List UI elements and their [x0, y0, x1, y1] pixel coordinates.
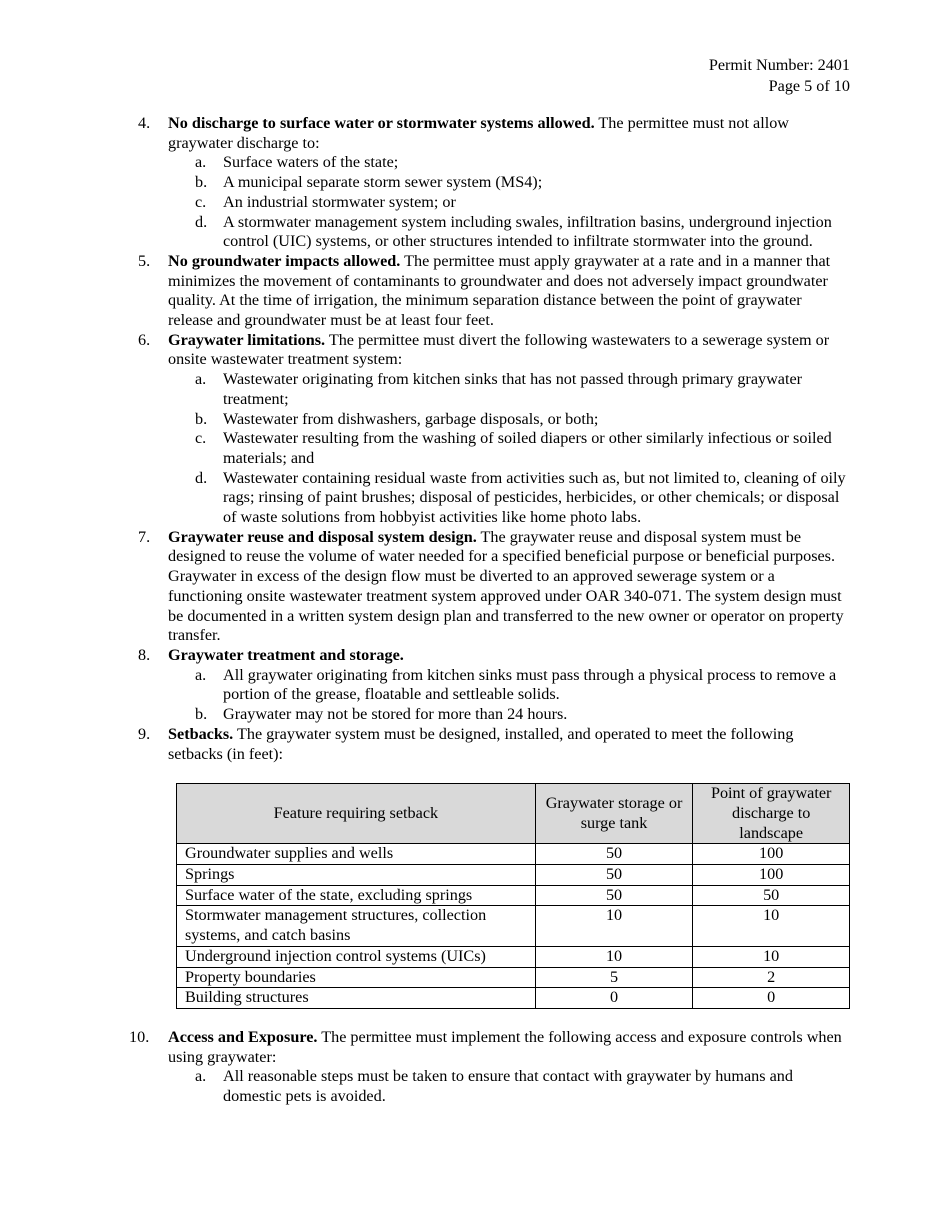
- list-item: [138, 725, 850, 764]
- item-number: 5.: [138, 251, 151, 270]
- list-item: [138, 331, 850, 528]
- sub-text: A stormwater management system including swales, infiltration basins, underground injection control (UIC) systems, or other structures intended to infiltrate stormwater into the ground.: [223, 212, 832, 251]
- table-row: [177, 967, 850, 988]
- sub-letter: c.: [195, 429, 207, 448]
- permit-number: Permit Number: 2401: [708, 56, 850, 74]
- setback-table-wrapper: [176, 783, 850, 1009]
- table-cell: 10: [535, 906, 693, 946]
- sub-text: All graywater originating from kitchen sinks must pass through a physical process to remove a portion of the grease, floatable and settleable solids.: [223, 665, 837, 704]
- table-row: [177, 988, 850, 1009]
- table-cell: 10: [693, 946, 850, 967]
- item-title: Graywater treatment and storage.: [168, 645, 404, 664]
- document-body: [129, 114, 850, 1107]
- table-cell: Springs: [177, 865, 536, 886]
- table-row: [177, 885, 850, 906]
- sub-letter: c.: [195, 192, 207, 211]
- table-cell: Groundwater supplies and wells: [177, 844, 536, 865]
- sub-letter: d.: [195, 468, 208, 487]
- item-title: Graywater limitations.: [168, 330, 326, 349]
- table-row: [177, 844, 850, 865]
- sub-item: [138, 213, 850, 252]
- table-row: [177, 946, 850, 967]
- sub-text: A municipal separate storm sewer system (MS4);: [223, 173, 543, 192]
- sub-letter: b.: [195, 173, 208, 192]
- table-row: [177, 906, 850, 946]
- column-header: Graywater storage or surge tank: [535, 784, 693, 844]
- table-cell: 50: [535, 844, 693, 865]
- sub-letter: a.: [195, 370, 207, 389]
- item-title: No groundwater impacts allowed.: [168, 251, 401, 270]
- sub-item: [138, 410, 850, 430]
- sub-item: [138, 469, 850, 528]
- table-cell: 10: [693, 906, 850, 946]
- item-number: 4.: [138, 114, 151, 132]
- sub-text: An industrial stormwater system; or: [223, 192, 456, 211]
- sub-text: All reasonable steps must be taken to ensure that contact with graywater by humans and domestic pets is avoided.: [223, 1067, 793, 1106]
- sub-item: [138, 429, 850, 468]
- column-header: Point of graywater discharge to landscape: [693, 784, 850, 844]
- table-cell: 0: [693, 988, 850, 1009]
- table-cell: 5: [535, 967, 693, 988]
- page-number: Page 5 of 10: [768, 77, 850, 95]
- table-cell: 0: [535, 988, 693, 1009]
- table-cell: 50: [693, 885, 850, 906]
- table-cell: Property boundaries: [177, 967, 536, 988]
- sub-letter: b.: [195, 705, 208, 724]
- item-number: 6.: [138, 330, 151, 349]
- sub-item: [138, 705, 850, 725]
- list-item: [138, 252, 850, 331]
- table-row: [177, 865, 850, 886]
- table-cell: 50: [535, 885, 693, 906]
- item-title: Access and Exposure.: [168, 1027, 318, 1046]
- sub-text: Wastewater containing residual waste from activities such as, but not limited to, cleaning of oily rags; rinsing of paint brushes; disposal of pesticides, herbicides, or other chemicals; or disposal of waste solutions from hobbyist activities like home photo labs.: [223, 468, 846, 527]
- sub-letter: b.: [195, 409, 208, 428]
- list-item: [138, 528, 850, 646]
- table-cell: Underground injection control systems (UICs): [177, 946, 536, 967]
- sub-text: Graywater may not be stored for more than 24 hours.: [223, 705, 568, 724]
- table-header-row: [177, 784, 850, 844]
- table-cell: 2: [693, 967, 850, 988]
- table-cell: 100: [693, 844, 850, 865]
- item-title: Setbacks.: [168, 724, 234, 743]
- sub-letter: a.: [195, 665, 207, 684]
- item-text: The graywater reuse and disposal system must be designed to reuse the volume of water needed for a specified beneficial purpose or beneficial purposes. Graywater in excess of the design flow must be diverted to an approved sewerage system or a functioning onsite wastewater treatment system approved under OAR 340-071. The system design must be documented in a written system design plan and transferred to the new owner or operator on property transfer.: [168, 527, 844, 645]
- table-cell: 10: [535, 946, 693, 967]
- setback-table: [176, 783, 850, 1009]
- table-cell: Building structures: [177, 988, 536, 1009]
- table-cell: 50: [535, 865, 693, 886]
- item-text: The permittee must not allow graywater discharge to:: [168, 114, 790, 152]
- sub-item: [138, 370, 850, 409]
- item-number: 8.: [138, 645, 151, 664]
- sub-item: [138, 153, 850, 173]
- item-title: Graywater reuse and disposal system design.: [168, 527, 477, 546]
- table-cell: 100: [693, 865, 850, 886]
- sub-item: [138, 1067, 850, 1106]
- list-item: [129, 1027, 850, 1107]
- sub-letter: d.: [195, 212, 208, 231]
- item-text: The graywater system must be designed, installed, and operated to meet the following setbacks (in feet):: [168, 724, 794, 763]
- table-cell: Stormwater management structures, collection systems, and catch basins: [177, 906, 536, 946]
- item-title: No discharge to surface water or stormwater systems allowed.: [168, 114, 595, 132]
- item-number: 7.: [138, 527, 151, 546]
- page-header: [709, 55, 850, 97]
- sub-item: [138, 173, 850, 193]
- item-text: The permittee must implement the following access and exposure controls when using graywater:: [168, 1027, 842, 1066]
- item-number: 10.: [129, 1027, 150, 1046]
- list-item: [138, 646, 850, 725]
- sub-item: [138, 666, 850, 705]
- sub-text: Wastewater resulting from the washing of soiled diapers or other similarly infectious or soiled materials; and: [223, 429, 832, 467]
- item-number: 9.: [138, 724, 151, 743]
- item-text: The permittee must divert the following wastewaters to a sewerage system or onsite wastewater treatment system:: [168, 330, 830, 369]
- sub-text: Wastewater from dishwashers, garbage disposals, or both;: [223, 409, 599, 428]
- item-text: The permittee must apply graywater at a rate and in a manner that minimizes the movement of contaminants to groundwater and does not adversely impact groundwater quality. At the time of irrigation, the minimum separation distance between the point of graywater release and groundwater must be at least four feet.: [168, 251, 831, 330]
- table-cell: Surface water of the state, excluding springs: [177, 885, 536, 906]
- sub-text: Surface waters of the state;: [223, 153, 399, 172]
- sub-text: Wastewater originating from kitchen sinks that has not passed through primary graywater treatment;: [223, 370, 803, 408]
- sub-item: [138, 193, 850, 213]
- sub-letter: a.: [195, 153, 207, 172]
- column-header: Feature requiring setback: [177, 784, 536, 844]
- sub-letter: a.: [195, 1067, 207, 1086]
- list-item: [138, 114, 850, 252]
